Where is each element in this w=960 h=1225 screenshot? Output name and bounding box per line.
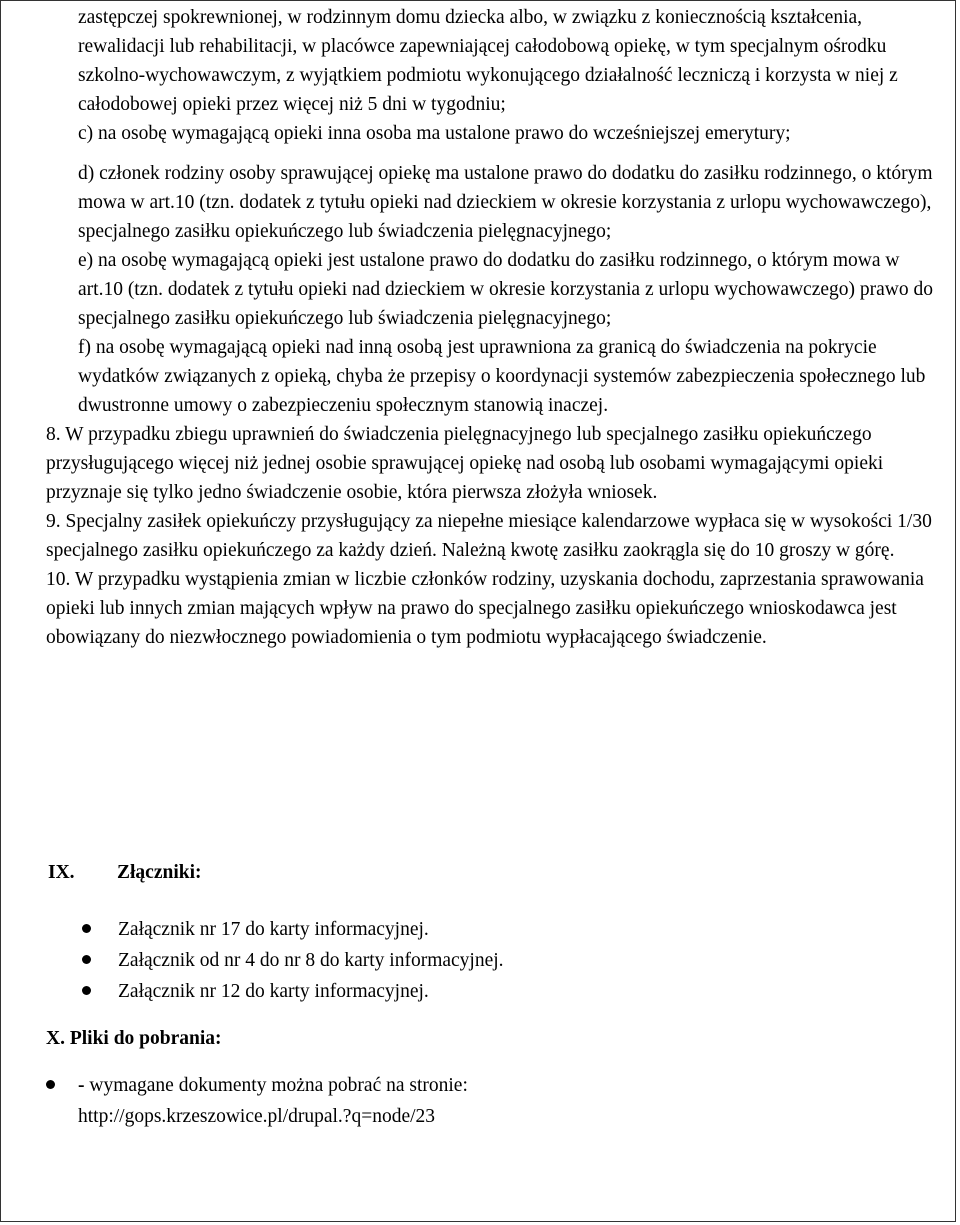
- dash-marker: -: [78, 1075, 85, 1096]
- downloads-description: [78, 1070, 468, 1101]
- downloads-label: wymagane dokumenty można pobrać na stronie:: [84, 1075, 468, 1096]
- attachment-label: Załącznik nr 12 do karty informacyjnej.: [118, 981, 429, 1002]
- point-8: 8. W przypadku zbiegu uprawnień do świadczenia pielęgnacyjnego lub specjalnego zasiłku opiekuńczego przysługującego więcej niż jednej osobie sprawującej opiekę nad osobą lub osobami wymagającymi opieki przyznaje się tylko jedno świadczenie osobie, która pierwsza złożyła wniosek.: [46, 424, 884, 503]
- section-ix-number: IX.: [48, 862, 75, 883]
- bullet-icon: [82, 955, 91, 964]
- point-10: 10. W przypadku wystąpienia zmian w liczbie członków rodziny, uzyskania dochodu, zaprzestania sprawowania opieki lub innych zmian mających wpływ na prawo do specjalnego zasiłku opiekuńczego wnioskodawca jest obowiązany do niezwłocznego powiadomienia o tym podmiotu wypłacającego świadczenie.: [46, 569, 924, 648]
- bullet-icon: [46, 1080, 55, 1089]
- item-d: d) członek rodziny osoby sprawującej opiekę ma ustalone prawo do dodatku do zasiłku rodzinnego, o którym mowa w art.10 (tzn. dodatek z tytułu opieki nad dzieckiem w okresie korzystania z urlopu wychowawczego), specjalnego zasiłku opiekuńczego lub świadczenia pielęgnacyjnego;: [78, 163, 933, 242]
- list-item: [82, 945, 504, 976]
- bullet-icon: [82, 986, 91, 995]
- paragraph-gap: [78, 148, 946, 159]
- item-c: c) na osobę wymagającą opieki inna osoba ma ustalone prawo do wcześniejszej emerytury;: [78, 123, 791, 144]
- point-9: 9. Specjalny zasiłek opiekuńczy przysługujący za niepełne miesiące kalendarzowe wypłaca się w wysokości 1/30 specjalnego zasiłku opiekuńczego za każdy dzień. Należną kwotę zasiłku zaokrągla się do 10 groszy w górę.: [46, 511, 932, 561]
- list-item: [82, 976, 504, 1007]
- item-e: e) na osobę wymagającą opieki jest ustalone prawo do dodatku do zasiłku rodzinnego, o którym mowa w art.10 (tzn. dodatek z tytułu opieki nad dzieckiem w okresie korzystania z urlopu wychowawczego) prawo do specjalnego zasiłku opiekuńczego lub świadczenia pielęgnacyjnego;: [78, 250, 934, 329]
- section-ix-title: Złączniki:: [117, 862, 202, 883]
- item-f: f) na osobę wymagającą opieki nad inną osobą jest uprawniona za granicą do świadczenia na pokrycie wydatków związanych z opieką, chyba że przepisy o koordynacji systemów zabezpieczenia społecznego lub dwustronne umowy o zabezpieczeniu społecznym stanowią inaczej.: [78, 337, 926, 416]
- downloads-text: [46, 1070, 468, 1132]
- attachment-label: Załącznik nr 17 do karty informacyjnej.: [118, 919, 429, 940]
- list-item: [82, 914, 504, 945]
- downloads-url[interactable]: http://gops.krzeszowice.pl/drupal.?q=node/23: [78, 1106, 436, 1127]
- document-body: [46, 3, 946, 652]
- downloads-item: [46, 1070, 468, 1132]
- continued-list: [46, 3, 946, 420]
- item-b-continued: zastępczej spokrewnionej, w rodzinnym domu dziecka albo, w związku z koniecznością kształcenia, rewalidacji lub rehabilitacji, w placówce zapewniającej całodobową opiekę, w tym specjalnym ośrodku szkolno-wychowawczym, z wyjątkiem podmiotu wykonującego działalność leczniczą i korzysta w niej z całodobowej opieki przez więcej niż 5 dni w tygodniu;: [78, 7, 898, 115]
- section-x-title: X. Pliki do pobrania:: [46, 1028, 222, 1049]
- attachment-label: Załącznik od nr 4 do nr 8 do karty informacyjnej.: [118, 950, 504, 971]
- attachments-list: [82, 914, 504, 1007]
- bullet-icon: [82, 924, 91, 933]
